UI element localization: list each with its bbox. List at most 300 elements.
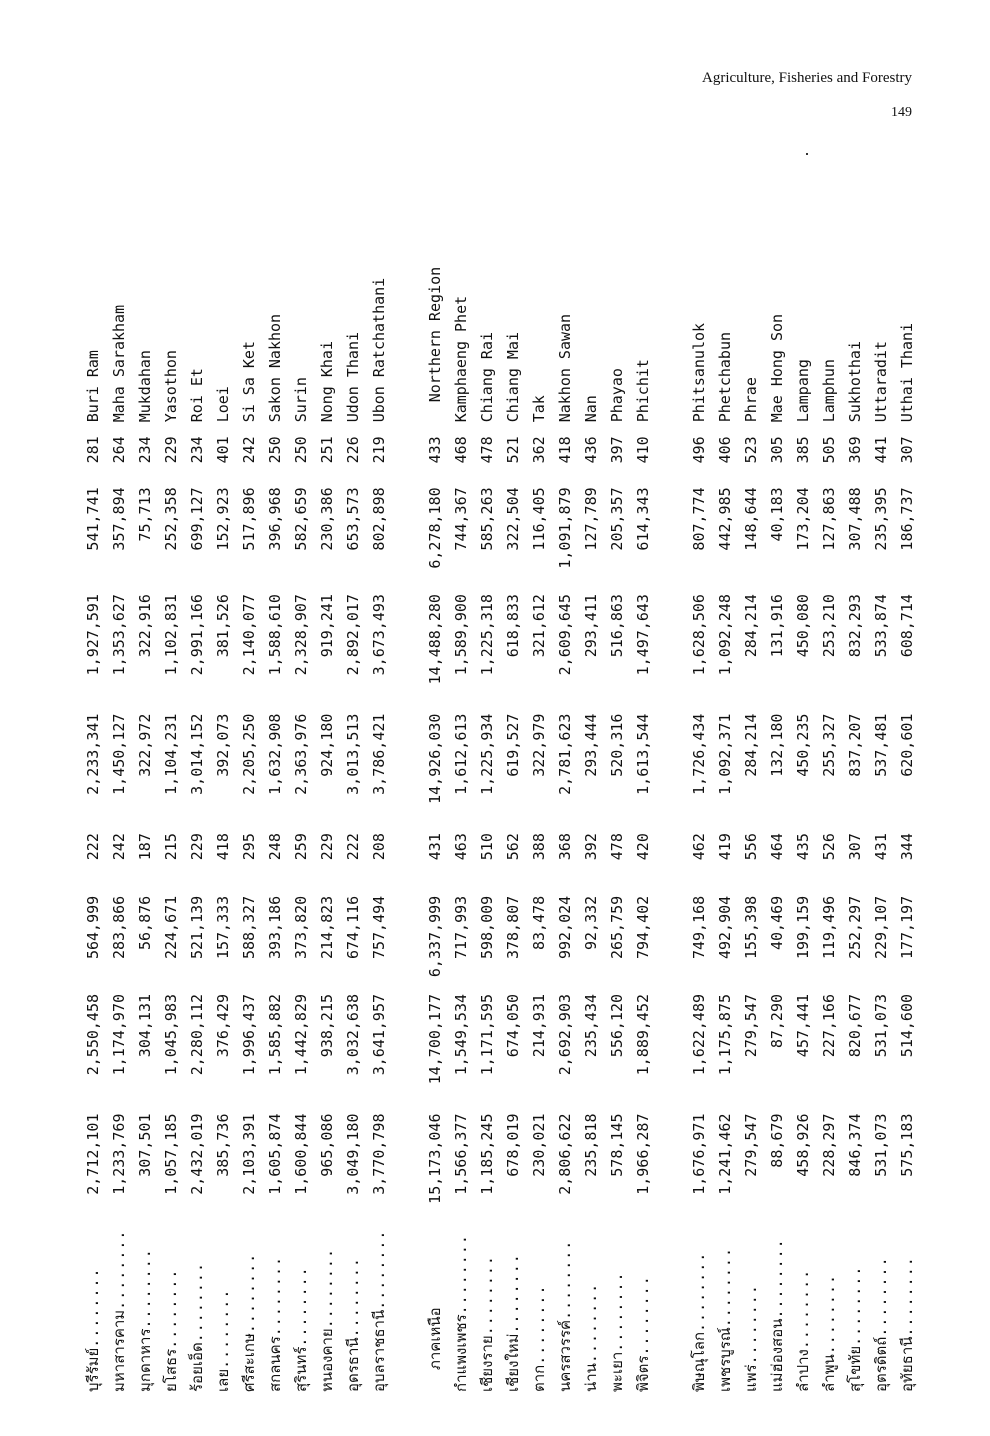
value-cell-g: 40,183 [768,487,786,542]
value-cell-g: 230,386 [318,487,336,551]
value-cell-e: 1,092,371 [716,713,734,795]
value-cell-g: 653,573 [344,487,362,551]
value-cell-h: 250 [266,436,284,464]
value-cell-a: 1,600,844 [292,1113,310,1195]
thai-name: เพชรบูรณ์ [716,1327,734,1392]
value-cell-g: 173,204 [794,487,812,551]
leader-dots: ........ [820,1273,838,1355]
value-cell-a: 279,547 [742,1113,760,1177]
value-cell-h: 385 [794,436,812,464]
leader-dots: ........ [794,1268,812,1350]
value-cell-h: 362 [530,436,548,464]
value-cell-g: 396,968 [266,487,284,551]
value-cell-a: 228,297 [820,1113,838,1177]
value-cell-e: 2,205,250 [240,713,258,795]
value-cell-b: 514,600 [898,993,916,1058]
thai-name-cell [314,1218,340,1392]
value-cell-b: 1,442,829 [292,993,310,1076]
thai-name: เชียงราย [478,1335,496,1392]
value-cell-c: 229,107 [872,895,890,960]
value-cell-c: 521,139 [188,895,206,960]
thai-name: ลำปาง [794,1349,812,1392]
value-cell-e: 619,527 [504,713,522,777]
leader-dots: ........ [504,1253,522,1334]
value-cell-a: 230,021 [530,1113,548,1177]
value-cell-e: 1,726,434 [690,713,708,795]
table-row [712,240,738,1392]
value-cell-b: 214,931 [530,993,548,1058]
value-cell-h: 401 [214,436,232,464]
english-name: Udon Thani [344,331,362,423]
value-cell-g: 205,357 [608,487,626,551]
value-cell-c: 749,168 [690,895,708,960]
value-cell-d: 242 [110,833,128,861]
thai-name-cell [500,1218,526,1392]
value-cell-g: 699,127 [188,487,206,551]
value-cell-c: 252,297 [846,895,864,960]
value-cell-a: 2,806,622 [556,1113,574,1195]
leader-dots: ........ [162,1268,180,1349]
table-row [184,240,210,1392]
value-cell-h: 521 [504,436,522,464]
value-cell-h: 369 [846,436,864,464]
table-row [448,240,474,1392]
value-cell-d: 229 [318,833,336,861]
thai-name: ร้อยเอ็ด [188,1342,206,1392]
value-cell-h: 433 [426,436,444,464]
value-cell-e: 322,972 [136,713,154,777]
english-name: Phitsanulok [690,322,708,423]
thai-name: อุบลราชธานี [370,1309,388,1392]
value-cell-b: 457,441 [794,993,812,1058]
leader-dots: ........ [370,1229,388,1310]
value-cell-c: 214,823 [318,895,336,960]
value-cell-f: 2,140,077 [240,594,258,676]
value-cell-h: 441 [872,436,890,464]
leader-dots: ........ [292,1266,310,1347]
thai-name-cell [868,1218,894,1392]
value-cell-f: 321,612 [530,594,548,658]
english-name: Sukhothai [846,341,864,423]
value-cell-c: 40,469 [768,895,786,950]
value-cell-f: 1,497,643 [634,594,652,676]
value-cell-b: 235,434 [582,993,600,1058]
table-row [340,240,366,1392]
leader-dots: ........ [608,1271,626,1352]
table-row [366,240,392,1392]
value-cell-e: 450,235 [794,713,812,777]
table-row [262,240,288,1392]
thai-name: นครสวรรค์ [556,1319,574,1392]
leader-dots: ........ [266,1255,284,1337]
leader-dots: ........ [898,1256,916,1337]
english-name: Yasothon [162,350,180,423]
table-row [868,240,894,1392]
value-cell-d: 344 [898,833,916,861]
value-cell-h: 418 [556,436,574,464]
thai-name: ลำพูน [820,1354,838,1392]
value-cell-d: 510 [478,833,496,861]
table-row [526,240,552,1392]
value-cell-d: 388 [530,833,548,861]
thai-name: ยโสธร [162,1348,180,1392]
value-cell-b: 2,550,458 [84,993,102,1076]
value-cell-b: 820,677 [846,993,864,1058]
leader-dots: ........ [478,1255,496,1336]
value-cell-f: 253,210 [820,594,838,658]
table-row [314,240,340,1392]
thai-name: แพร่ [742,1364,760,1392]
value-cell-a: 88,679 [768,1113,786,1168]
english-name: Nakhon Sawan [556,313,574,423]
thai-name: ภาคเหนือ [426,1307,444,1370]
english-name: Sakon Nakhon [266,313,284,423]
value-cell-g: 152,923 [214,487,232,551]
thai-name: ตาก [530,1364,548,1392]
value-cell-c: 564,999 [84,895,102,960]
value-cell-c: 92,332 [582,895,600,950]
table-row [738,240,764,1392]
value-cell-f: 2,892,017 [344,594,362,676]
value-cell-g: 442,985 [716,487,734,551]
table-row [80,240,106,1392]
value-cell-e: 537,481 [872,713,890,777]
print-speck [806,153,808,155]
value-cell-a: 1,605,874 [266,1113,284,1195]
thai-name-cell [106,1218,132,1392]
thai-name-cell [262,1218,288,1392]
english-name: Si Sa Ket [240,341,258,423]
value-cell-d: 368 [556,833,574,861]
leader-dots: ........ [344,1257,362,1338]
leader-dots: ........ [84,1267,102,1348]
value-cell-e: 322,979 [530,713,548,777]
english-name: Maha Sarakham [110,304,128,423]
page-header [702,70,912,121]
value-cell-f: 516,863 [608,594,626,658]
value-cell-e: 620,601 [898,713,916,777]
value-cell-a: 307,501 [136,1113,154,1177]
value-cell-d: 556 [742,833,760,861]
value-cell-c: 177,197 [898,895,916,960]
thai-name-cell [764,1218,790,1392]
value-cell-h: 242 [240,436,258,464]
thai-name-cell [210,1218,236,1392]
value-cell-c: 157,333 [214,895,232,960]
english-name: Buri Ram [84,350,102,423]
value-cell-e: 520,316 [608,713,626,777]
value-cell-c: 283,866 [110,895,128,960]
value-cell-e: 1,632,908 [266,713,284,795]
english-name: Northern Region [426,266,444,403]
thai-name: น่าน [582,1363,600,1392]
value-cell-d: 259 [292,833,310,861]
table-row [106,240,132,1392]
leader-dots: ........ [136,1248,154,1329]
value-cell-g: 6,278,180 [426,487,444,569]
table-row [790,240,816,1392]
value-cell-e: 1,225,934 [478,713,496,795]
value-cell-h: 406 [716,436,734,464]
thai-name-cell [552,1218,578,1392]
value-cell-e: 1,613,544 [634,713,652,795]
value-cell-g: 307,488 [846,487,864,551]
value-cell-e: 924,180 [318,713,336,777]
value-cell-h: 251 [318,436,336,464]
table-body [80,240,920,1392]
value-cell-f: 1,628,506 [690,594,708,676]
table-row [894,240,920,1392]
table-row [686,240,712,1392]
value-cell-h: 523 [742,436,760,464]
thai-name: อุตรดิตถ์ [872,1336,890,1392]
value-cell-f: 3,673,493 [370,594,388,676]
thai-name: ศรีสะเกษ [240,1333,258,1392]
thai-name: สุรินทร์ [292,1346,310,1392]
value-cell-h: 226 [344,436,362,464]
value-cell-b: 304,131 [136,993,154,1058]
value-cell-b: 3,032,638 [344,993,362,1076]
value-cell-f: 1,927,591 [84,594,102,676]
value-cell-h: 305 [768,436,786,464]
value-cell-a: 678,019 [504,1113,522,1177]
english-name: Roi Et [188,368,206,423]
table-row [578,240,604,1392]
value-cell-g: 186,737 [898,487,916,551]
english-name: Lampang [794,359,812,423]
value-cell-c: 119,496 [820,895,838,960]
thai-name-cell [158,1218,184,1392]
english-name: Phayao [608,368,626,423]
value-cell-b: 279,547 [742,993,760,1058]
value-cell-h: 229 [162,436,180,464]
value-cell-f: 322,916 [136,594,154,658]
value-cell-d: 295 [240,833,258,861]
english-name: Uthai Thani [898,322,916,423]
value-cell-e: 293,444 [582,713,600,777]
value-cell-g: 252,358 [162,487,180,551]
value-cell-h: 478 [478,436,496,464]
value-cell-g: 116,405 [530,487,548,551]
thai-name-cell [80,1218,106,1392]
value-cell-g: 807,774 [690,487,708,551]
value-cell-g: 127,863 [820,487,838,551]
value-cell-a: 1,185,245 [478,1113,496,1195]
table-row [552,240,578,1392]
value-cell-a: 3,049,180 [344,1113,362,1195]
thai-name-cell [630,1218,656,1392]
value-cell-c: 265,759 [608,895,626,960]
thai-name-cell [474,1218,500,1392]
value-cell-c: 717,993 [452,895,470,960]
table-row [210,240,236,1392]
value-cell-f: 2,609,645 [556,594,574,676]
value-cell-a: 1,241,462 [716,1113,734,1195]
spacer-cell [392,240,422,1392]
value-cell-e: 3,014,152 [188,713,206,795]
value-cell-b: 1,585,882 [266,993,284,1076]
value-cell-d: 248 [266,833,284,861]
value-cell-h: 250 [292,436,310,464]
value-cell-d: 419 [716,833,734,861]
english-name: Ubon Ratchathani [370,277,388,423]
value-cell-f: 131,916 [768,594,786,658]
value-cell-a: 385,736 [214,1113,232,1177]
value-cell-e: 3,786,421 [370,713,388,795]
value-cell-g: 148,644 [742,487,760,551]
value-cell-b: 1,175,875 [716,993,734,1076]
value-cell-g: 614,343 [634,487,652,551]
leader-dots: ........ [530,1284,548,1365]
value-cell-e: 132,180 [768,713,786,777]
table-row [236,240,262,1392]
thai-name: หนองคาย [318,1328,336,1392]
table-row [474,240,500,1392]
thai-name-cell [790,1218,816,1392]
value-cell-g: 235,395 [872,487,890,551]
value-cell-h: 410 [634,436,652,464]
value-cell-h: 436 [582,436,600,464]
value-cell-c: 588,327 [240,895,258,960]
value-cell-c: 224,671 [162,895,180,960]
value-cell-g: 127,789 [582,487,600,551]
english-name: Loei [214,386,232,423]
value-cell-b: 87,290 [768,993,786,1049]
thai-name-cell [842,1218,868,1392]
value-cell-a: 235,818 [582,1113,600,1177]
value-cell-g: 322,504 [504,487,522,551]
table-row [500,240,526,1392]
value-cell-a: 2,103,391 [240,1113,258,1195]
value-cell-e: 2,781,623 [556,713,574,795]
value-cell-e: 284,214 [742,713,760,777]
value-cell-e: 2,363,976 [292,713,310,795]
value-cell-a: 2,432,019 [188,1113,206,1195]
thai-name-cell [686,1218,712,1392]
thai-name-cell [340,1218,366,1392]
thai-name-cell [132,1218,158,1392]
value-cell-g: 1,091,879 [556,487,574,569]
value-cell-d: 208 [370,833,388,861]
value-cell-d: 187 [136,833,154,861]
thai-name: พิษณุโลก [690,1331,708,1392]
thai-name: อุทัยธานี [898,1336,916,1392]
value-cell-f: 2,991,166 [188,594,206,676]
group-spacer [656,240,686,1392]
thai-name: บุรีรัมย์ [84,1347,102,1392]
thai-name-cell [422,1218,448,1392]
leader-dots: ........ [716,1247,734,1328]
thai-name-cell [526,1218,552,1392]
value-cell-a: 1,676,971 [690,1113,708,1195]
value-cell-h: 219 [370,436,388,464]
value-cell-b: 376,429 [214,993,232,1058]
english-name: Chiang Rai [478,331,496,423]
value-cell-c: 378,807 [504,895,522,960]
value-cell-f: 450,080 [794,594,812,658]
english-name: Phrae [742,377,760,423]
leader-dots: ........ [214,1288,232,1369]
leader-dots: ........ [240,1252,258,1334]
leader-dots: ........ [556,1239,574,1320]
thai-name: อุดรธานี [344,1337,362,1392]
value-cell-b: 556,120 [608,993,626,1058]
value-cell-d: 526 [820,833,838,861]
english-name: Nan [582,395,600,423]
leader-dots: ........ [846,1265,864,1346]
thai-name-cell [894,1218,920,1392]
value-cell-a: 458,926 [794,1113,812,1177]
value-cell-d: 420 [634,833,652,861]
thai-name-cell [712,1218,738,1392]
value-cell-f: 2,328,907 [292,594,310,676]
table-row [816,240,842,1392]
english-name: Phetchabun [716,331,734,423]
thai-name: พะเยา [608,1351,626,1392]
leader-dots: ........ [452,1234,470,1315]
value-cell-c: 794,402 [634,895,652,960]
value-cell-d: 392 [582,833,600,861]
value-cell-b: 3,641,957 [370,993,388,1076]
table-row [604,240,630,1392]
thai-name-cell [578,1218,604,1392]
english-name: Uttaradit [872,341,890,423]
value-cell-a: 15,173,046 [426,1113,444,1204]
running-title: Agriculture, Fisheries and Forestry [702,70,912,86]
value-cell-a: 2,712,101 [84,1113,102,1195]
value-cell-b: 1,045,983 [162,993,180,1076]
value-cell-a: 1,566,377 [452,1113,470,1195]
page-number: 149 [891,105,912,120]
value-cell-c: 6,337,999 [426,895,444,978]
table-row [158,240,184,1392]
province-statistics-table [80,240,920,1392]
value-cell-b: 2,692,903 [556,993,574,1076]
value-cell-d: 464 [768,833,786,861]
english-name: Nong Khai [318,341,336,423]
english-name: Tak [530,395,548,423]
english-name: Mae Hong Son [768,313,786,423]
value-cell-d: 431 [426,833,444,861]
english-name: Lamphun [820,359,838,423]
value-cell-c: 492,904 [716,895,734,960]
english-name: Kamphaeng Phet [452,295,470,423]
value-cell-c: 199,159 [794,895,812,960]
value-cell-b: 1,171,595 [478,993,496,1076]
value-cell-f: 1,353,627 [110,594,128,676]
value-cell-b: 14,700,177 [426,993,444,1085]
value-cell-d: 463 [452,833,470,861]
value-cell-a: 965,086 [318,1113,336,1177]
spacer-cell [656,240,686,1392]
english-name: Mukdahan [136,350,154,423]
value-cell-a: 575,183 [898,1113,916,1177]
value-cell-a: 3,770,798 [370,1113,388,1195]
value-cell-b: 938,215 [318,993,336,1058]
thai-name: มุกดาหาร [136,1328,154,1392]
group-spacer [392,240,422,1392]
value-cell-f: 1,102,831 [162,594,180,676]
value-cell-f: 1,225,318 [478,594,496,676]
table-row [288,240,314,1392]
value-cell-e: 2,233,341 [84,713,102,795]
value-cell-c: 373,820 [292,895,310,960]
value-cell-f: 919,241 [318,594,336,658]
thai-name-cell [816,1218,842,1392]
value-cell-b: 531,073 [872,993,890,1058]
value-cell-f: 832,293 [846,594,864,658]
value-cell-h: 307 [898,436,916,464]
